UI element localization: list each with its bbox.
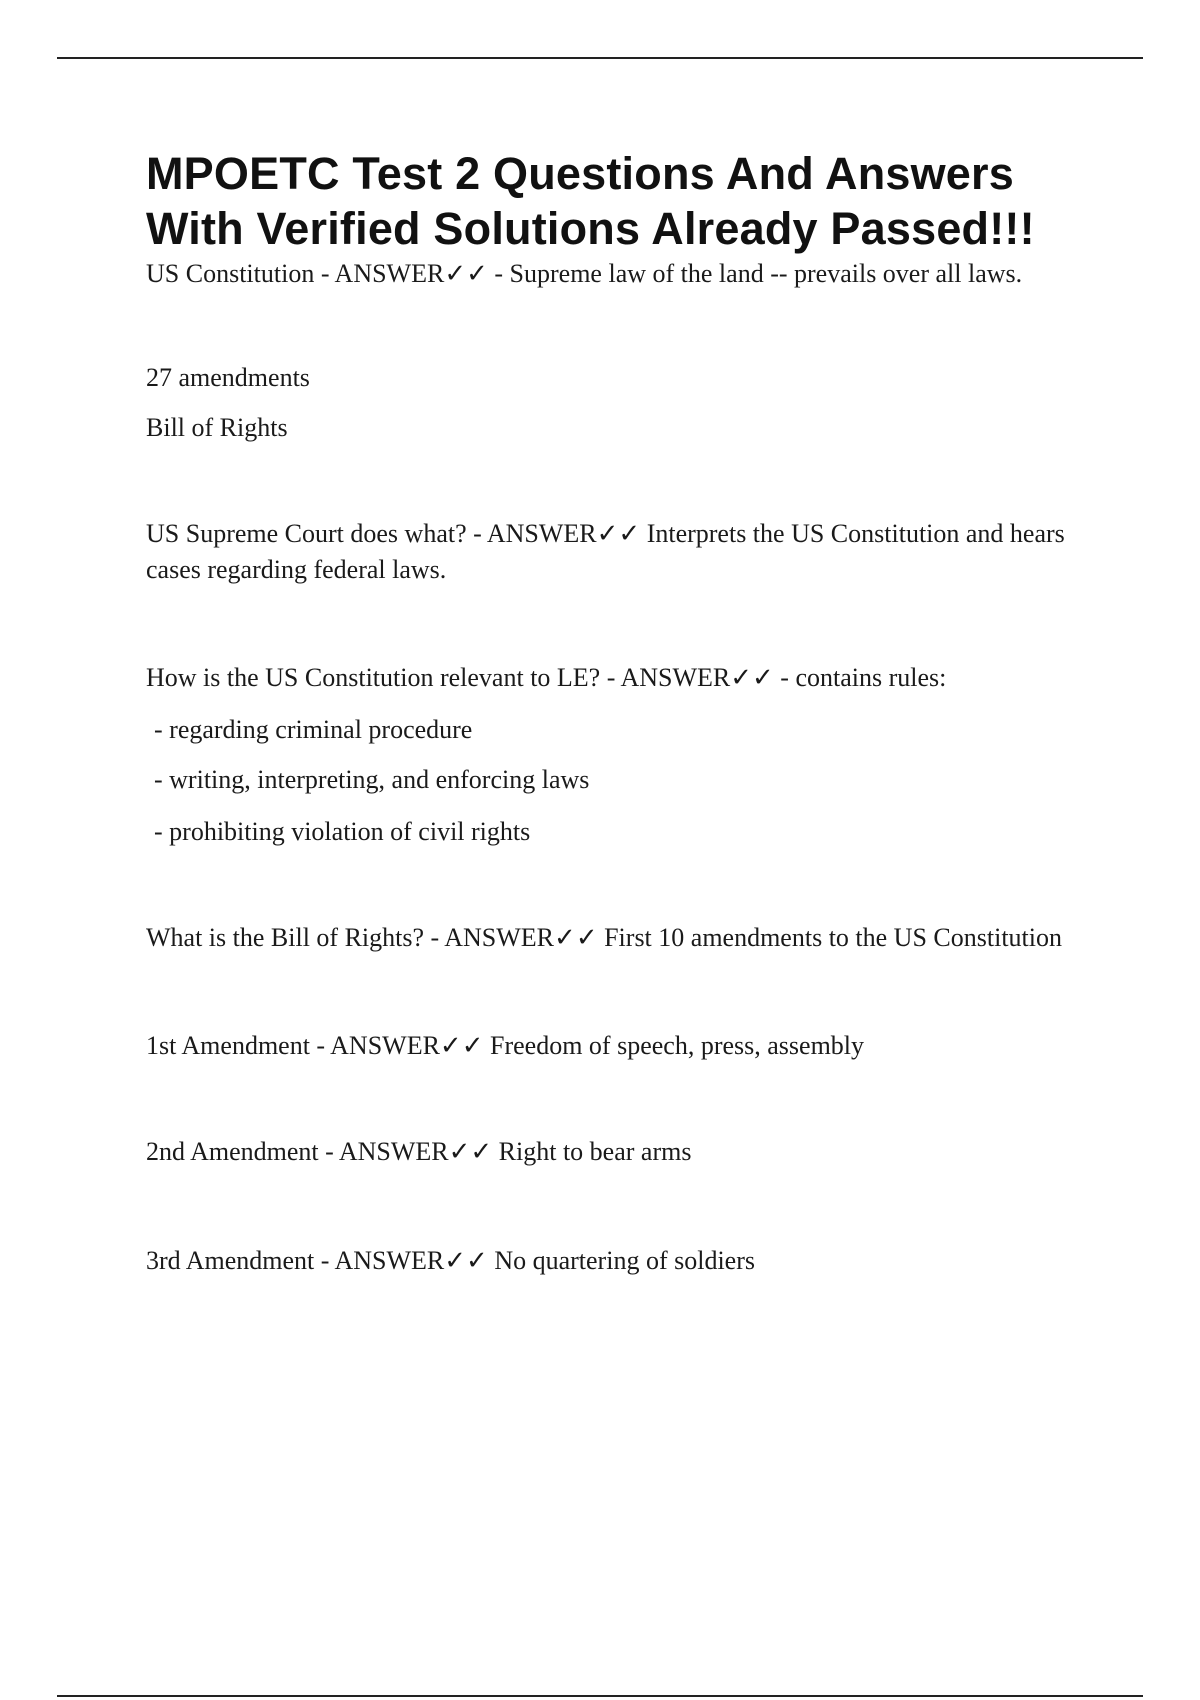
- header-rule: [57, 57, 1143, 59]
- document-title: MPOETC Test 2 Questions And Answers With Verified Solutions Already Passed!!!: [146, 148, 1035, 254]
- entry-1st-amendment: 1st Amendment - ANSWER✓✓ Freedom of speech, press, assembly: [146, 1031, 865, 1060]
- entry-us-constitution: US Constitution - ANSWER✓✓ - Supreme law of the land -- prevails over all laws.: [146, 259, 1023, 288]
- list-item: - regarding criminal procedure: [154, 715, 473, 744]
- list-item: - prohibiting violation of civil rights: [154, 817, 531, 846]
- document-body: [146, 146, 1086, 1279]
- entry-relevance-le: How is the US Constitution relevant to LE? - ANSWER✓✓ - contains rules:: [146, 663, 947, 692]
- entry-3rd-amendment: 3rd Amendment - ANSWER✓✓ No quartering of soldiers: [146, 1246, 755, 1275]
- entry-bill-of-rights-definition: What is the Bill of Rights? - ANSWER✓✓ First 10 amendments to the US Constitution: [146, 923, 1062, 952]
- entry-27-amendments: 27 amendments: [146, 363, 310, 392]
- entry-2nd-amendment: 2nd Amendment - ANSWER✓✓ Right to bear arms: [146, 1137, 692, 1166]
- entry-supreme-court: US Supreme Court does what? - ANSWER✓✓ Interprets the US Constitution and hears cases regarding federal laws.: [146, 519, 1065, 584]
- footer-rule: [57, 1695, 1143, 1697]
- list-item: - writing, interpreting, and enforcing laws: [154, 765, 590, 794]
- entry-bill-of-rights: Bill of Rights: [146, 413, 288, 442]
